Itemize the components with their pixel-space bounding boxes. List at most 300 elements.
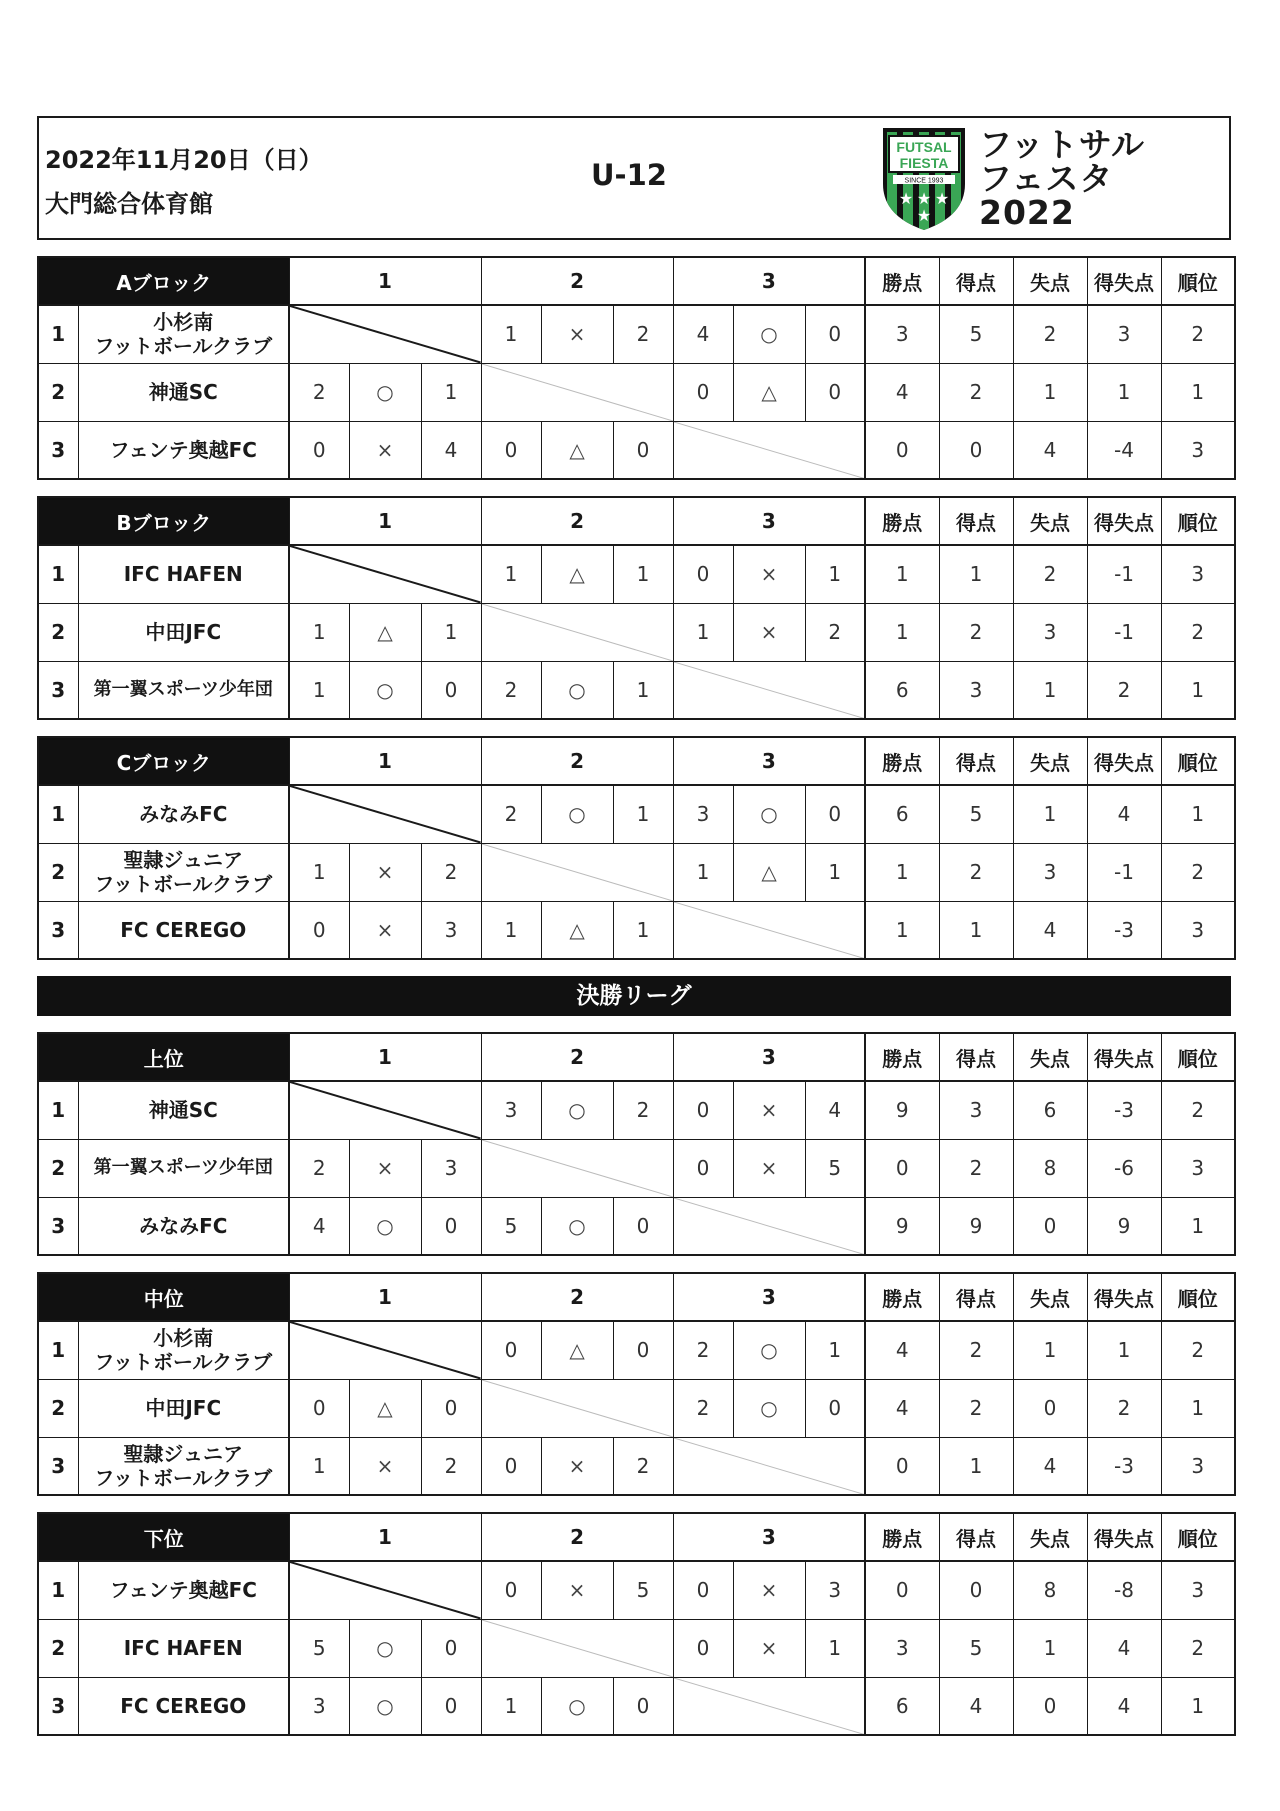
col-goals-against: 失点 xyxy=(1013,257,1087,305)
stat-rank: 2 xyxy=(1161,1081,1235,1139)
stat-gf: 2 xyxy=(939,1379,1013,1437)
team-name: フェンテ奥越FC xyxy=(78,421,289,479)
stat-gd: 1 xyxy=(1087,1321,1161,1379)
self-match-cell xyxy=(673,901,865,959)
team-name: 中田JFC xyxy=(78,1379,289,1437)
col-rank: 順位 xyxy=(1161,1033,1235,1081)
result-mark: △ xyxy=(541,421,613,479)
col-rank: 順位 xyxy=(1161,1513,1235,1561)
stat-pts: 6 xyxy=(865,661,939,719)
team-name: 小杉南 フットボールクラブ xyxy=(78,1321,289,1379)
score-against: 0 xyxy=(805,363,865,421)
row-number: 1 xyxy=(38,785,78,843)
self-match-cell xyxy=(289,1081,481,1139)
col-points: 勝点 xyxy=(865,257,939,305)
stat-rank: 1 xyxy=(1161,1379,1235,1437)
col-goals-against: 失点 xyxy=(1013,1273,1087,1321)
stat-gd: -4 xyxy=(1087,421,1161,479)
team-name: 第一翼スポーツ少年団 xyxy=(78,661,289,719)
score-against: 0 xyxy=(805,305,865,363)
col-goal-diff: 得失点 xyxy=(1087,257,1161,305)
score-against: 2 xyxy=(421,843,481,901)
futsal-fiesta-logo xyxy=(879,124,1209,234)
col-opponent-3: 3 xyxy=(673,737,865,785)
standings-sheet xyxy=(37,116,1231,1736)
stat-gd: -3 xyxy=(1087,1437,1161,1495)
score-for: 1 xyxy=(673,603,733,661)
result-mark: × xyxy=(733,1139,805,1197)
score-against: 0 xyxy=(421,1379,481,1437)
score-against: 4 xyxy=(805,1081,865,1139)
result-mark: ○ xyxy=(733,305,805,363)
stat-gf: 2 xyxy=(939,843,1013,901)
col-goal-diff: 得失点 xyxy=(1087,1033,1161,1081)
row-number: 1 xyxy=(38,1561,78,1619)
score-against: 2 xyxy=(805,603,865,661)
score-for: 5 xyxy=(481,1197,541,1255)
score-against: 0 xyxy=(613,1197,673,1255)
shield-icon xyxy=(879,124,969,234)
score-against: 2 xyxy=(613,1081,673,1139)
final-league-tables xyxy=(37,1032,1231,1736)
stat-gf: 2 xyxy=(939,603,1013,661)
result-mark: ○ xyxy=(541,785,613,843)
col-goal-diff: 得失点 xyxy=(1087,497,1161,545)
col-points: 勝点 xyxy=(865,1033,939,1081)
stat-gd: 2 xyxy=(1087,661,1161,719)
stat-gd: -1 xyxy=(1087,603,1161,661)
self-match-cell xyxy=(289,305,481,363)
self-match-cell xyxy=(481,1139,673,1197)
stat-gd: -3 xyxy=(1087,901,1161,959)
score-for: 2 xyxy=(289,1139,349,1197)
standings-table xyxy=(37,1272,1236,1496)
score-against: 3 xyxy=(805,1561,865,1619)
score-against: 1 xyxy=(613,785,673,843)
row-number: 1 xyxy=(38,545,78,603)
stat-ga: 0 xyxy=(1013,1677,1087,1735)
result-mark: × xyxy=(733,1619,805,1677)
stat-rank: 3 xyxy=(1161,901,1235,959)
score-for: 0 xyxy=(289,421,349,479)
block-name: Cブロック xyxy=(38,737,289,785)
score-for: 0 xyxy=(673,1139,733,1197)
stat-gd: -1 xyxy=(1087,843,1161,901)
stat-rank: 2 xyxy=(1161,603,1235,661)
col-opponent-3: 3 xyxy=(673,497,865,545)
score-against: 1 xyxy=(613,661,673,719)
stat-gd: 9 xyxy=(1087,1197,1161,1255)
table-row xyxy=(38,421,1235,479)
stat-ga: 4 xyxy=(1013,421,1087,479)
row-number: 3 xyxy=(38,421,78,479)
score-against: 2 xyxy=(421,1437,481,1495)
stat-gd: 2 xyxy=(1087,1379,1161,1437)
col-opponent-1: 1 xyxy=(289,497,481,545)
team-name: IFC HAFEN xyxy=(78,545,289,603)
result-mark: ○ xyxy=(349,363,421,421)
result-mark: ○ xyxy=(349,1677,421,1735)
table-row xyxy=(38,363,1235,421)
result-mark: × xyxy=(733,545,805,603)
score-for: 0 xyxy=(481,421,541,479)
result-mark: × xyxy=(349,901,421,959)
stat-rank: 1 xyxy=(1161,363,1235,421)
stat-rank: 1 xyxy=(1161,1197,1235,1255)
score-for: 0 xyxy=(673,1619,733,1677)
standings-table xyxy=(37,1032,1236,1256)
stat-rank: 1 xyxy=(1161,1677,1235,1735)
team-name: FC CEREGO xyxy=(78,1677,289,1735)
table-row xyxy=(38,843,1235,901)
result-mark: ○ xyxy=(541,661,613,719)
table-row xyxy=(38,1379,1235,1437)
col-points: 勝点 xyxy=(865,1513,939,1561)
stat-pts: 3 xyxy=(865,305,939,363)
row-number: 2 xyxy=(38,363,78,421)
stat-gf: 1 xyxy=(939,545,1013,603)
stat-gd: -1 xyxy=(1087,545,1161,603)
table-row xyxy=(38,1619,1235,1677)
row-number: 3 xyxy=(38,1197,78,1255)
stat-gf: 0 xyxy=(939,1561,1013,1619)
stat-gf: 3 xyxy=(939,1081,1013,1139)
self-match-cell xyxy=(289,545,481,603)
result-mark: × xyxy=(733,603,805,661)
stat-ga: 8 xyxy=(1013,1139,1087,1197)
stat-gf: 2 xyxy=(939,363,1013,421)
score-for: 1 xyxy=(289,603,349,661)
row-number: 3 xyxy=(38,1437,78,1495)
score-for: 2 xyxy=(481,661,541,719)
col-points: 勝点 xyxy=(865,1273,939,1321)
stat-gd: 4 xyxy=(1087,1619,1161,1677)
stat-rank: 3 xyxy=(1161,545,1235,603)
score-against: 0 xyxy=(613,1321,673,1379)
col-opponent-2: 2 xyxy=(481,497,673,545)
table-header-row xyxy=(38,497,1235,545)
score-against: 1 xyxy=(613,545,673,603)
score-against: 5 xyxy=(805,1139,865,1197)
stat-ga: 2 xyxy=(1013,545,1087,603)
standings-table xyxy=(37,496,1236,720)
self-match-cell xyxy=(481,1619,673,1677)
score-for: 0 xyxy=(673,1561,733,1619)
col-goal-diff: 得失点 xyxy=(1087,1513,1161,1561)
stat-pts: 3 xyxy=(865,1619,939,1677)
col-points: 勝点 xyxy=(865,497,939,545)
score-for: 3 xyxy=(481,1081,541,1139)
score-for: 4 xyxy=(673,305,733,363)
stat-gf: 5 xyxy=(939,305,1013,363)
score-for: 2 xyxy=(673,1321,733,1379)
stat-gf: 0 xyxy=(939,421,1013,479)
score-against: 1 xyxy=(805,545,865,603)
block-name: 上位 xyxy=(38,1033,289,1081)
stat-gd: 4 xyxy=(1087,1677,1161,1735)
stat-gf: 1 xyxy=(939,1437,1013,1495)
stat-gd: 4 xyxy=(1087,785,1161,843)
svg-text:SINCE 1993: SINCE 1993 xyxy=(904,177,944,185)
result-mark: × xyxy=(733,1081,805,1139)
self-match-cell xyxy=(289,1561,481,1619)
result-mark: △ xyxy=(349,1379,421,1437)
result-mark: ○ xyxy=(733,1321,805,1379)
self-match-cell xyxy=(673,1677,865,1735)
stat-pts: 0 xyxy=(865,1561,939,1619)
score-for: 1 xyxy=(289,843,349,901)
team-name: 神通SC xyxy=(78,363,289,421)
team-name: 聖隷ジュニア フットボールクラブ xyxy=(78,1437,289,1495)
block-name: 中位 xyxy=(38,1273,289,1321)
table-row xyxy=(38,1197,1235,1255)
score-against: 4 xyxy=(421,421,481,479)
stat-gd: 3 xyxy=(1087,305,1161,363)
table-row xyxy=(38,1677,1235,1735)
stat-pts: 0 xyxy=(865,1139,939,1197)
col-goals-against: 失点 xyxy=(1013,497,1087,545)
stat-ga: 4 xyxy=(1013,901,1087,959)
stat-pts: 1 xyxy=(865,843,939,901)
table-row xyxy=(38,901,1235,959)
result-mark: ○ xyxy=(541,1677,613,1735)
col-goal-diff: 得失点 xyxy=(1087,737,1161,785)
result-mark: ○ xyxy=(733,785,805,843)
stat-ga: 1 xyxy=(1013,1619,1087,1677)
table-row xyxy=(38,785,1235,843)
stat-ga: 1 xyxy=(1013,363,1087,421)
col-goals-for: 得点 xyxy=(939,737,1013,785)
self-match-cell xyxy=(673,1197,865,1255)
score-against: 1 xyxy=(421,603,481,661)
col-goals-against: 失点 xyxy=(1013,737,1087,785)
team-name: フェンテ奥越FC xyxy=(78,1561,289,1619)
table-row xyxy=(38,661,1235,719)
col-opponent-2: 2 xyxy=(481,1513,673,1561)
stat-pts: 9 xyxy=(865,1197,939,1255)
stat-gf: 3 xyxy=(939,661,1013,719)
event-date: 2022年11月20日（日） xyxy=(45,146,323,174)
score-against: 2 xyxy=(613,305,673,363)
stat-gf: 2 xyxy=(939,1321,1013,1379)
col-goals-against: 失点 xyxy=(1013,1033,1087,1081)
stat-pts: 6 xyxy=(865,1677,939,1735)
team-name: IFC HAFEN xyxy=(78,1619,289,1677)
standings-table xyxy=(37,256,1236,480)
col-rank: 順位 xyxy=(1161,257,1235,305)
result-mark: ○ xyxy=(349,661,421,719)
self-match-cell xyxy=(481,843,673,901)
score-for: 3 xyxy=(289,1677,349,1735)
self-match-cell xyxy=(481,363,673,421)
score-against: 2 xyxy=(613,1437,673,1495)
sheet-header xyxy=(37,116,1231,240)
standings-table xyxy=(37,1512,1236,1736)
svg-text:★: ★ xyxy=(898,189,914,208)
stat-ga: 6 xyxy=(1013,1081,1087,1139)
row-number: 3 xyxy=(38,1677,78,1735)
stat-pts: 4 xyxy=(865,363,939,421)
stat-gf: 4 xyxy=(939,1677,1013,1735)
score-for: 0 xyxy=(673,363,733,421)
score-against: 1 xyxy=(805,843,865,901)
result-mark: × xyxy=(349,1139,421,1197)
self-match-cell xyxy=(673,421,865,479)
self-match-cell xyxy=(481,603,673,661)
col-opponent-1: 1 xyxy=(289,1033,481,1081)
stat-rank: 2 xyxy=(1161,843,1235,901)
self-match-cell xyxy=(481,1379,673,1437)
result-mark: × xyxy=(733,1561,805,1619)
stat-rank: 3 xyxy=(1161,1561,1235,1619)
score-against: 3 xyxy=(421,1139,481,1197)
table-header-row xyxy=(38,257,1235,305)
table-row xyxy=(38,1081,1235,1139)
table-row xyxy=(38,1321,1235,1379)
col-opponent-1: 1 xyxy=(289,257,481,305)
stat-rank: 3 xyxy=(1161,1437,1235,1495)
stat-pts: 9 xyxy=(865,1081,939,1139)
result-mark: ○ xyxy=(733,1379,805,1437)
result-mark: △ xyxy=(733,363,805,421)
stat-rank: 2 xyxy=(1161,1619,1235,1677)
result-mark: ○ xyxy=(349,1619,421,1677)
row-number: 2 xyxy=(38,1379,78,1437)
team-name: 小杉南 フットボールクラブ xyxy=(78,305,289,363)
score-for: 1 xyxy=(481,1677,541,1735)
self-match-cell xyxy=(673,1437,865,1495)
score-for: 0 xyxy=(289,901,349,959)
block-name: Bブロック xyxy=(38,497,289,545)
table-header-row xyxy=(38,1513,1235,1561)
result-mark: × xyxy=(541,1437,613,1495)
result-mark: ○ xyxy=(349,1197,421,1255)
result-mark: △ xyxy=(349,603,421,661)
stat-pts: 0 xyxy=(865,1437,939,1495)
svg-text:★: ★ xyxy=(934,189,950,208)
col-goals-for: 得点 xyxy=(939,1273,1013,1321)
stat-ga: 0 xyxy=(1013,1197,1087,1255)
svg-text:★: ★ xyxy=(916,206,932,225)
score-against: 0 xyxy=(613,1677,673,1735)
row-number: 2 xyxy=(38,1139,78,1197)
stat-rank: 1 xyxy=(1161,661,1235,719)
stat-pts: 1 xyxy=(865,901,939,959)
table-row xyxy=(38,545,1235,603)
team-name: みなみFC xyxy=(78,785,289,843)
team-name: FC CEREGO xyxy=(78,901,289,959)
col-rank: 順位 xyxy=(1161,1273,1235,1321)
table-row xyxy=(38,1561,1235,1619)
stat-gd: -8 xyxy=(1087,1561,1161,1619)
row-number: 3 xyxy=(38,661,78,719)
result-mark: ○ xyxy=(541,1197,613,1255)
score-for: 0 xyxy=(289,1379,349,1437)
stat-ga: 3 xyxy=(1013,843,1087,901)
stat-pts: 4 xyxy=(865,1321,939,1379)
row-number: 1 xyxy=(38,1321,78,1379)
score-for: 4 xyxy=(289,1197,349,1255)
self-match-cell xyxy=(289,785,481,843)
col-opponent-1: 1 xyxy=(289,1273,481,1321)
result-mark: × xyxy=(541,1561,613,1619)
block-name: 下位 xyxy=(38,1513,289,1561)
col-rank: 順位 xyxy=(1161,737,1235,785)
score-against: 1 xyxy=(805,1321,865,1379)
col-opponent-2: 2 xyxy=(481,257,673,305)
score-against: 1 xyxy=(421,363,481,421)
stat-gf: 2 xyxy=(939,1139,1013,1197)
col-points: 勝点 xyxy=(865,737,939,785)
stat-rank: 3 xyxy=(1161,1139,1235,1197)
standings-table xyxy=(37,736,1236,960)
team-name: 聖隷ジュニア フットボールクラブ xyxy=(78,843,289,901)
result-mark: ○ xyxy=(541,1081,613,1139)
stat-ga: 8 xyxy=(1013,1561,1087,1619)
score-for: 1 xyxy=(481,545,541,603)
score-for: 1 xyxy=(289,1437,349,1495)
col-goals-for: 得点 xyxy=(939,1033,1013,1081)
score-for: 1 xyxy=(481,901,541,959)
stat-gf: 5 xyxy=(939,785,1013,843)
col-opponent-2: 2 xyxy=(481,1033,673,1081)
row-number: 2 xyxy=(38,603,78,661)
team-name: 中田JFC xyxy=(78,603,289,661)
stat-gf: 9 xyxy=(939,1197,1013,1255)
stat-ga: 1 xyxy=(1013,785,1087,843)
score-for: 1 xyxy=(289,661,349,719)
result-mark: × xyxy=(349,1437,421,1495)
score-for: 0 xyxy=(673,1081,733,1139)
result-mark: △ xyxy=(733,843,805,901)
col-goals-against: 失点 xyxy=(1013,1513,1087,1561)
age-category: U-12 xyxy=(591,158,667,192)
svg-text:FIESTA: FIESTA xyxy=(899,155,949,171)
result-mark: × xyxy=(541,305,613,363)
col-goal-diff: 得失点 xyxy=(1087,1273,1161,1321)
score-for: 5 xyxy=(289,1619,349,1677)
result-mark: × xyxy=(349,421,421,479)
event-venue: 大門総合体育館 xyxy=(45,190,213,218)
col-goals-for: 得点 xyxy=(939,1513,1013,1561)
score-against: 5 xyxy=(613,1561,673,1619)
score-for: 0 xyxy=(481,1321,541,1379)
stat-ga: 1 xyxy=(1013,1321,1087,1379)
svg-text:★: ★ xyxy=(916,189,932,208)
stat-rank: 3 xyxy=(1161,421,1235,479)
score-for: 2 xyxy=(481,785,541,843)
result-mark: △ xyxy=(541,1321,613,1379)
row-number: 3 xyxy=(38,901,78,959)
score-for: 2 xyxy=(673,1379,733,1437)
stat-rank: 2 xyxy=(1161,305,1235,363)
score-against: 3 xyxy=(421,901,481,959)
stat-pts: 4 xyxy=(865,1379,939,1437)
table-row xyxy=(38,1437,1235,1495)
final-league-banner: 決勝リーグ xyxy=(37,976,1231,1016)
col-opponent-1: 1 xyxy=(289,1513,481,1561)
table-row xyxy=(38,305,1235,363)
team-name: 第一翼スポーツ少年団 xyxy=(78,1139,289,1197)
stat-rank: 2 xyxy=(1161,1321,1235,1379)
preliminary-blocks xyxy=(37,256,1231,960)
logo-title: フットサル フェスタ 2022 xyxy=(979,125,1146,232)
stat-gd: -3 xyxy=(1087,1081,1161,1139)
stat-gd: -6 xyxy=(1087,1139,1161,1197)
stat-gf: 5 xyxy=(939,1619,1013,1677)
score-against: 0 xyxy=(421,1619,481,1677)
stat-ga: 4 xyxy=(1013,1437,1087,1495)
